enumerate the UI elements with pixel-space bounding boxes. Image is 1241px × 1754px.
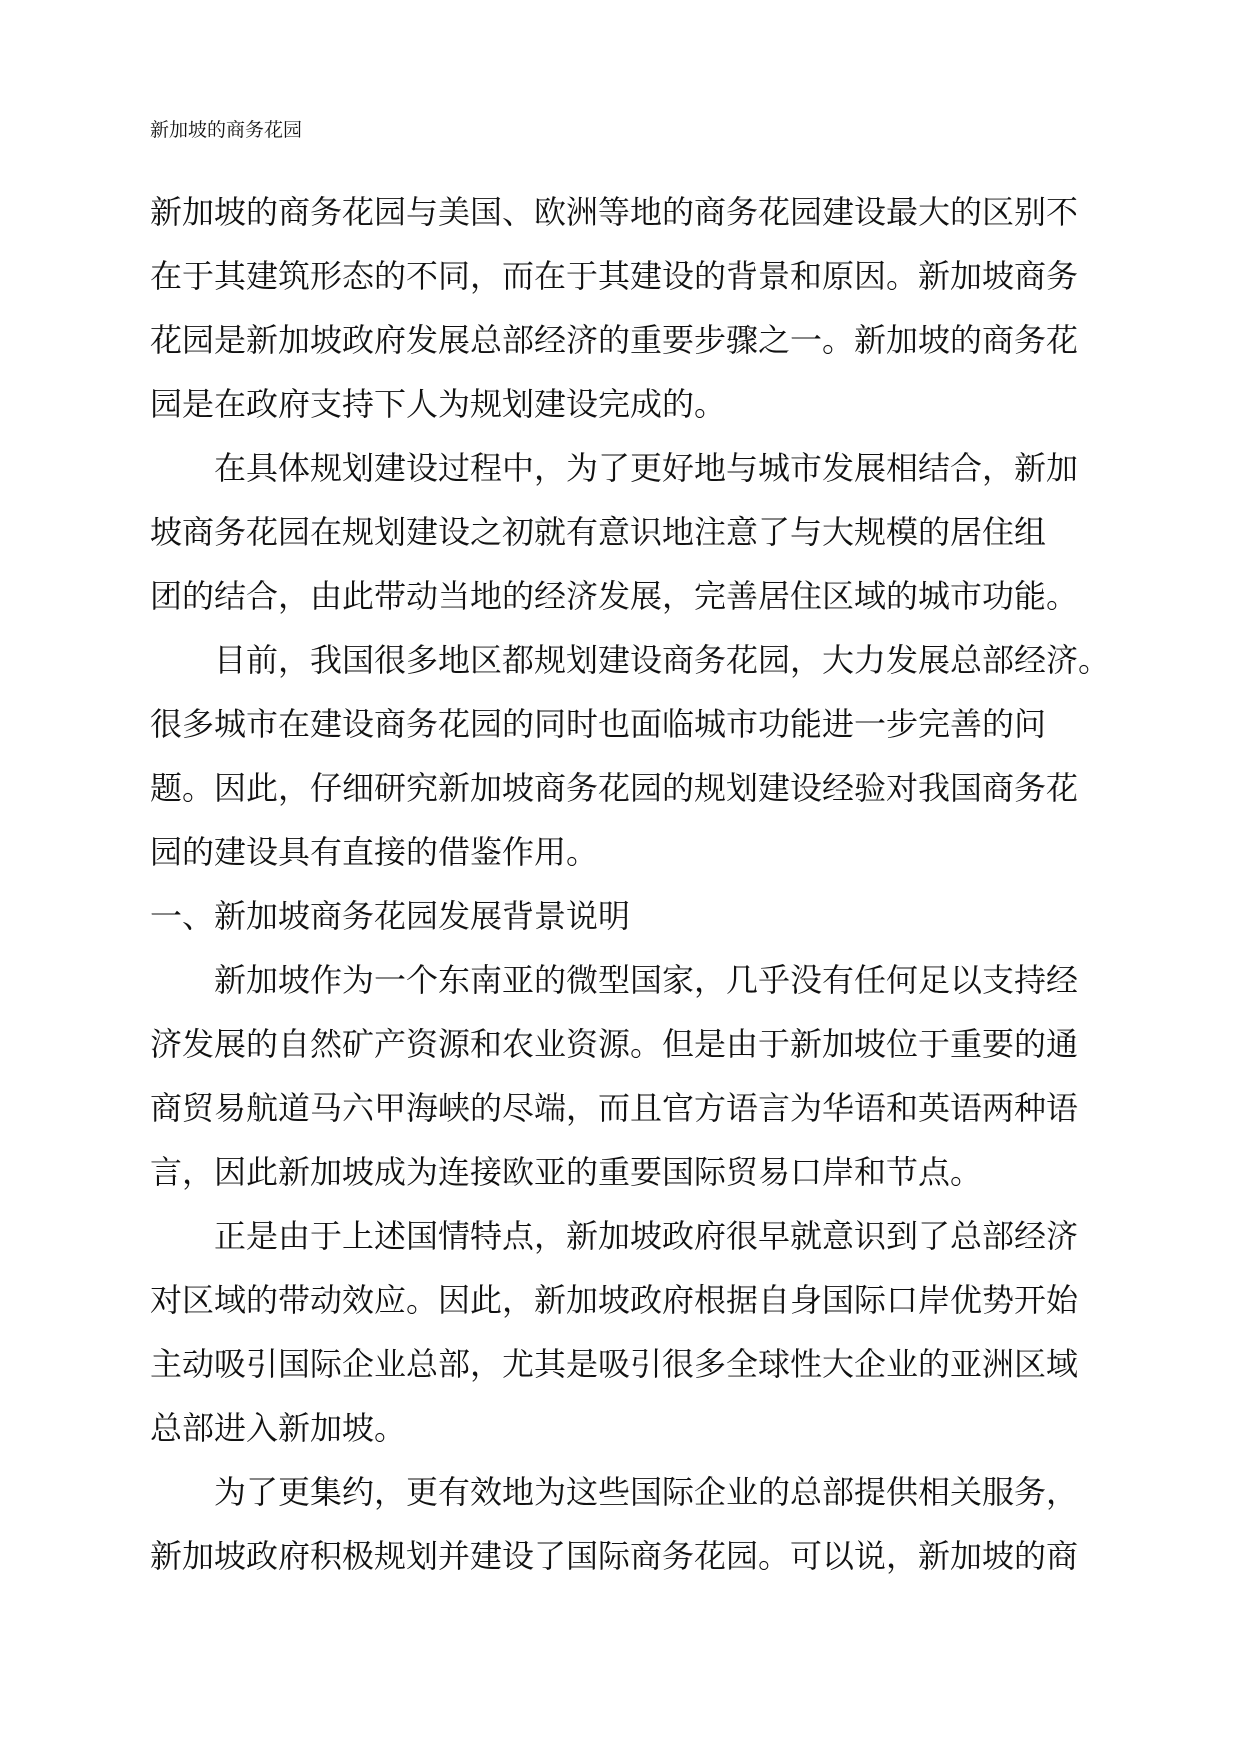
text-line: 总部进入新加坡。 <box>150 1409 407 1447</box>
text-line: 对区域的带动效应。因此，新加坡政府根据自身国际口岸优势开始 <box>150 1281 1079 1319</box>
text-line: 园是在政府支持下人为规划建设完成的。 <box>150 385 727 423</box>
text-line: 题。因此，仔细研究新加坡商务花园的规划建设经验对我国商务花 <box>150 769 1079 807</box>
text-line: 济发展的自然矿产资源和农业资源。但是由于新加坡位于重要的通 <box>150 1025 1079 1063</box>
document-body <box>150 180 1110 1588</box>
text-line: 主动吸引国际企业总部，尤其是吸引很多全球性大企业的亚洲区域 <box>150 1345 1079 1383</box>
text-line: 新加坡政府积极规划并建设了国际商务花园。可以说，新加坡的商 <box>150 1537 1079 1575</box>
text-line: 花园是新加坡政府发展总部经济的重要步骤之一。新加坡的商务花 <box>150 321 1079 359</box>
text-line: 团的结合，由此带动当地的经济发展，完善居住区域的城市功能。 <box>150 577 1079 615</box>
text-line: 在具体规划建设过程中，为了更好地与城市发展相结合，新加 <box>214 449 1079 487</box>
text-line: 很多城市在建设商务花园的同时也面临城市功能进一步完善的问 <box>150 705 1047 743</box>
text-line: 坡商务花园在规划建设之初就有意识地注意了与大规模的居住组 <box>150 513 1047 551</box>
text-line: 新加坡作为一个东南亚的微型国家，几乎没有任何足以支持经 <box>214 961 1079 999</box>
page-header: 新加坡的商务花园 <box>150 119 303 141</box>
text-line: 新加坡的商务花园与美国、欧洲等地的商务花园建设最大的区别不 <box>150 193 1079 231</box>
text-line: 在于其建筑形态的不同，而在于其建设的背景和原因。新加坡商务 <box>150 257 1079 295</box>
text-line: 言，因此新加坡成为连接欧亚的重要国际贸易口岸和节点。 <box>150 1153 983 1191</box>
text-line: 正是由于上述国情特点，新加坡政府很早就意识到了总部经济 <box>214 1217 1079 1255</box>
text-line: 为了更集约，更有效地为这些国际企业的总部提供相关服务， <box>214 1473 1079 1511</box>
text-line: 商贸易航道马六甲海峡的尽端，而且官方语言为华语和英语两种语 <box>150 1089 1079 1127</box>
text-line: 园的建设具有直接的借鉴作用。 <box>150 833 599 871</box>
text-line: 目前，我国很多地区都规划建设商务花园，大力发展总部经济。 <box>214 641 1110 679</box>
text-line: 一、新加坡商务花园发展背景说明 <box>150 897 631 935</box>
